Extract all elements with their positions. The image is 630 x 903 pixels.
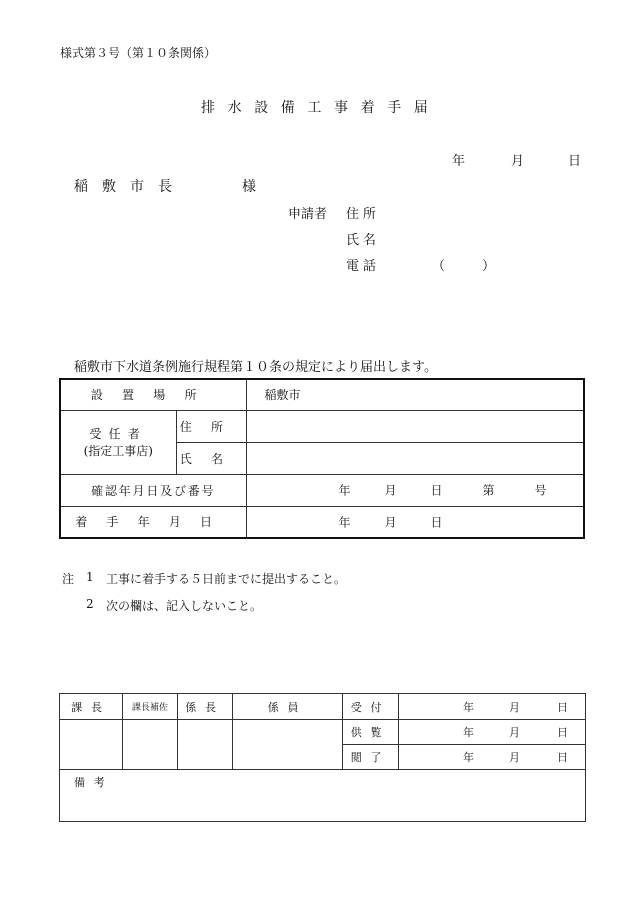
note-2-text: 次の欄は、記入しないこと。 — [106, 599, 263, 613]
applicant-label: 申請者 — [288, 207, 328, 222]
location-label-cell — [60, 379, 246, 410]
notes-prefix: 注 — [62, 572, 75, 586]
note-2-num: 2 — [86, 597, 94, 611]
row-label-uketsuke: 受付 — [343, 694, 399, 720]
note-1-text: 工事に着手する５日前までに提出すること。 — [106, 572, 347, 586]
contractor-address-label-cell — [176, 410, 246, 442]
date-day: 日 — [568, 154, 582, 169]
contractor-name-label: 氏名 — [179, 451, 243, 466]
page-title: 排水設備工事着手届 — [201, 100, 441, 116]
contractor-name-value — [246, 442, 584, 474]
uketsuke-date: 年 月 日 — [399, 694, 586, 720]
date-month: 月 — [511, 154, 525, 169]
row-label-etsuryo: 閲了 — [343, 745, 399, 770]
addressee: 稲敷市長 様 — [74, 179, 270, 195]
contractor-sub: (指定工事店) — [83, 444, 153, 458]
start-day: 日 — [430, 515, 443, 530]
confirm-number-suffix: 号 — [534, 483, 547, 498]
contractor-address-row — [60, 410, 584, 442]
office-use-table — [59, 693, 586, 822]
confirm-value-cell — [246, 474, 584, 506]
office-row-kyoran — [60, 720, 586, 745]
remarks-label: 備考 — [74, 776, 114, 789]
confirm-number-prefix: 第 — [482, 483, 495, 498]
applicant-address-label: 住所 — [346, 207, 380, 222]
start-value-cell — [246, 506, 584, 538]
stamp-kacho — [60, 720, 123, 770]
phone-paren-open: （ — [432, 259, 446, 274]
stamp-kakariin — [233, 720, 343, 770]
start-year: 年 — [338, 515, 351, 530]
confirm-day: 日 — [430, 483, 443, 498]
remarks-row — [60, 770, 586, 822]
location-row — [60, 379, 584, 410]
row-label-kyoran: 供覧 — [343, 720, 399, 745]
applicant-phone-label: 電話 — [346, 259, 380, 274]
office-header-row — [60, 694, 586, 720]
note-1-num: 1 — [86, 570, 94, 584]
start-label-cell — [60, 506, 246, 538]
start-month: 月 — [384, 515, 397, 530]
confirm-month: 月 — [384, 483, 397, 498]
statement: 稲敷市下水道条例施行規程第１０条の規定により届出します。 — [74, 360, 437, 375]
confirm-year: 年 — [338, 483, 351, 498]
date-year: 年 — [452, 154, 466, 169]
remarks-cell — [60, 770, 586, 822]
header-kacho-hosa: 課長補佐 — [123, 694, 178, 720]
contractor-address-label: 住所 — [179, 419, 243, 434]
start-label: 着手年月日 — [75, 515, 232, 530]
confirm-label: 確認年月日及び番号 — [91, 483, 216, 498]
main-table — [59, 378, 585, 539]
location-label: 設置場所 — [90, 388, 216, 403]
kyoran-date: 年 月 日 — [399, 720, 586, 745]
contractor-label: 受任者 — [89, 427, 148, 441]
stamp-kacho-hosa — [123, 720, 178, 770]
location-value-cell — [246, 379, 584, 410]
contractor-name-label-cell — [176, 442, 246, 474]
applicant-name-label: 氏名 — [346, 233, 380, 248]
contractor-address-value — [246, 410, 584, 442]
confirm-label-cell — [60, 474, 246, 506]
contractor-label-cell — [60, 410, 176, 474]
etsuryo-date: 年 月 日 — [399, 745, 586, 770]
confirm-row — [60, 474, 584, 506]
header-kakariin: 係員 — [233, 694, 343, 720]
header-kacho: 課長 — [60, 694, 123, 720]
header-kakaricho: 係長 — [178, 694, 233, 720]
location-value: 稲敷市 — [264, 388, 301, 403]
start-row — [60, 506, 584, 538]
stamp-kakaricho — [178, 720, 233, 770]
form-number: 様式第３号（第１０条関係） — [60, 46, 217, 60]
phone-paren-close: ） — [482, 259, 496, 274]
